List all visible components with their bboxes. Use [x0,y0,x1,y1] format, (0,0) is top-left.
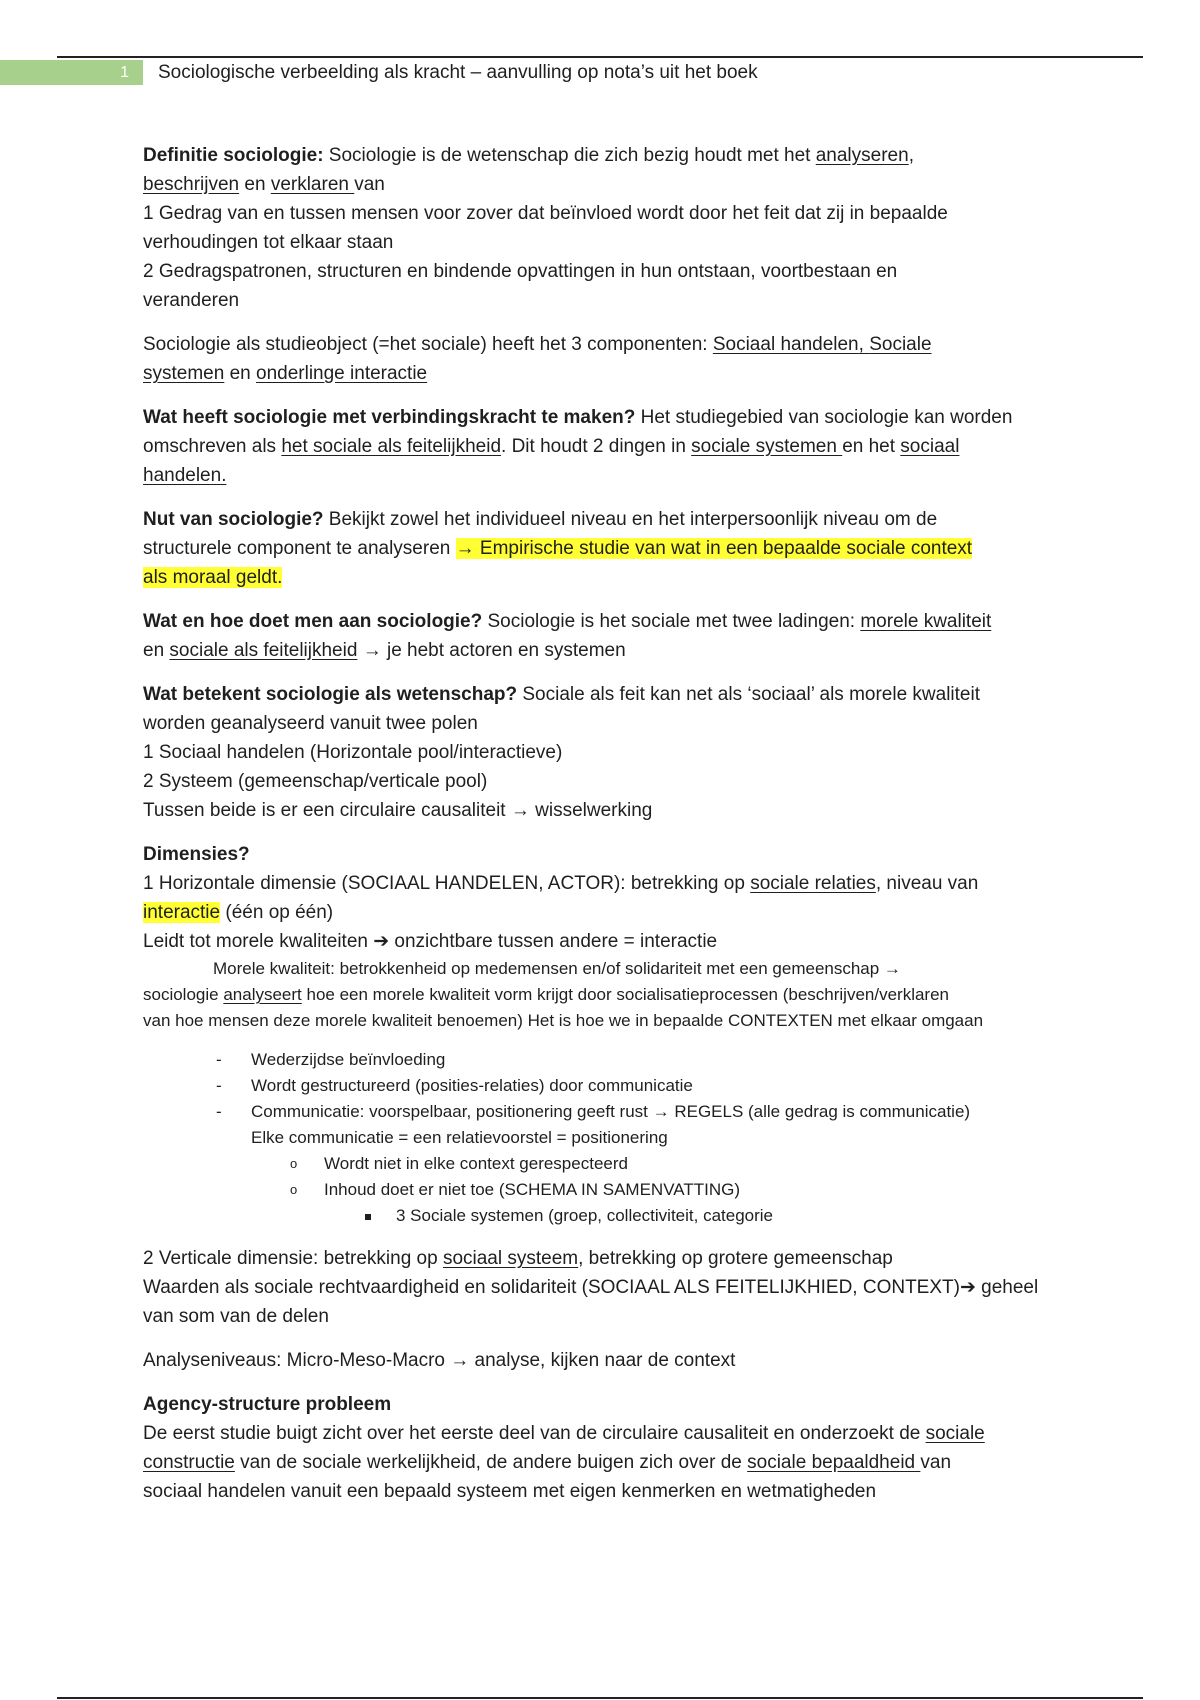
line: beschrijven en verklaren van [143,174,385,195]
line: De eerst studie buigt zicht over het eerste deel van de circulaire causaliteit en onderzoekt de sociale [143,1423,985,1444]
paragraph-dimensies [143,840,1078,1229]
header-rule [57,56,1143,58]
line: Definitie sociologie: Sociologie is de wetenschap die zich bezig houdt met het analyseren, [143,145,914,166]
line: omschreven als het sociale als feitelijkheid. Dit houdt 2 dingen in sociale systemen en het sociaal [143,436,960,457]
line [143,1390,1078,1419]
highlighted-text: → Empirische studie van wat in een bepaalde sociale context [455,538,973,559]
list-item: 3 Sociale systemen (groep, collectiviteit, categorie [143,1203,1078,1229]
line: handelen. [143,465,227,486]
paragraph-studieobject [143,330,1078,388]
footer-rule [57,1697,1143,1699]
line: Analyseniveaus: Micro-Meso-Macro → analyse, kijken naar de context [143,1350,736,1371]
section-heading: Dimensies? [143,844,250,865]
line: 2 Verticale dimensie: betrekking op sociaal systeem, betrekking op grotere gemeenschap [143,1248,893,1269]
line: interactie (één op één) [143,902,334,923]
page-number-badge [0,60,143,85]
line: Morele kwaliteit: betrokkenheid op medemensen en/of solidariteit met een gemeenschap → [213,959,901,978]
line: van som van de delen [143,1306,329,1327]
line: Tussen beide is er een circulaire causaliteit → wisselwerking [143,800,653,821]
spacer [143,1034,1078,1047]
paragraph-definition [143,141,1078,315]
line: van hoe mensen deze morele kwaliteit benoemen) Het is hoe we in bepaalde CONTEXTEN met elkaar omgaan [143,1011,984,1030]
line: veranderen [143,290,240,311]
document-body [143,141,1078,1521]
question-heading: Wat en hoe doet men aan sociologie? [143,611,483,632]
list-item: o Inhoud doet er niet toe (SCHEMA IN SAMENVATTING) [143,1177,1078,1203]
list-item: - Wederzijdse beïnvloeding [143,1047,1078,1073]
line: 1 Sociaal handelen (Horizontale pool/interactieve) [143,742,563,763]
header-title: Sociologische verbeelding als kracht – aanvulling op nota’s uit het boek [158,62,758,83]
paragraph-verbindingskracht [143,403,1078,490]
paragraph-hoe [143,607,1078,665]
line: 1 Gedrag van en tussen mensen voor zover dat beïnvloed wordt door het feit dat zij in bepaalde [143,203,948,224]
line: Sociologie als studieobject (=het sociale) heeft het 3 componenten: Sociaal handelen, Sociale [143,334,932,355]
page-number: 1 [120,64,129,81]
highlighted-text: interactie [143,902,221,923]
line: Waarden als sociale rechtvaardigheid en solidariteit (SOCIAAL ALS FEITELIJKHIED, CONTEXT)➔ geheel [143,1277,1039,1298]
line: 1 Horizontale dimensie (SOCIAAL HANDELEN, ACTOR): betrekking op sociale relaties, niveau van [143,873,979,894]
question-heading: Nut van sociologie? [143,509,324,530]
question-heading: Wat heeft sociologie met verbindingskracht te maken? [143,407,636,428]
line: Leidt tot morele kwaliteiten ➔ onzichtbare tussen andere = interactie [143,931,718,952]
list-item: o Wordt niet in elke context gerespecteerd [143,1151,1078,1177]
line: Wat en hoe doet men aan sociologie? Sociologie is het sociale met twee ladingen: morele kwaliteit [143,611,992,632]
list-item: - Communicatie: voorspelbaar, positionering geeft rust → REGELS (alle gedrag is communicatie) [143,1099,1078,1125]
line: sociologie analyseert hoe een morele kwaliteit vorm krijgt door socialisatieprocessen (beschrijven/verklaren [143,985,949,1004]
line [143,840,1078,869]
line [143,563,1078,592]
paragraph-agency [143,1390,1078,1506]
paragraph-verticale [143,1244,1078,1331]
line: worden geanalyseerd vanuit twee polen [143,713,478,734]
line: en sociale als feitelijkheid → je hebt actoren en systemen [143,640,626,661]
line: verhoudingen tot elkaar staan [143,232,394,253]
line: Wat heeft sociologie met verbindingskracht te maken? Het studiegebied van sociologie kan worden [143,407,1013,428]
line: systemen en onderlinge interactie [143,363,428,384]
line: structurele component te analyseren → Empirische studie van wat in een bepaalde sociale context [143,538,973,559]
paragraph-analyseniveaus [143,1346,1078,1375]
list-item: - Wordt gestructureerd (posities-relaties) door communicatie [143,1073,1078,1099]
list-item-continuation: Elke communicatie = een relatievoorstel = positionering [251,1128,668,1147]
line: Nut van sociologie? Bekijkt zowel het individueel niveau en het interpersoonlijk niveau om de [143,509,938,530]
paragraph-wetenschap [143,680,1078,825]
highlighted-text: als moraal geldt. [143,567,283,588]
question-heading: Wat betekent sociologie als wetenschap? [143,684,518,705]
line: sociaal handelen vanuit een bepaald systeem met eigen kenmerken en wetmatigheden [143,1481,877,1502]
line: Wat betekent sociologie als wetenschap? Sociale als feit kan net als ‘sociaal’ als morele kwaliteit [143,684,981,705]
section-heading: Agency-structure probleem [143,1394,392,1415]
line: 2 Gedragspatronen, structuren en bindende opvattingen in hun ontstaan, voortbestaan en [143,261,898,282]
line: constructie van de sociale werkelijkheid, de andere buigen zich over de sociale bepaaldheid van [143,1452,952,1473]
paragraph-nut [143,505,1078,592]
line: 2 Systeem (gemeenschap/verticale pool) [143,771,488,792]
term-heading: Definitie sociologie: [143,145,324,166]
